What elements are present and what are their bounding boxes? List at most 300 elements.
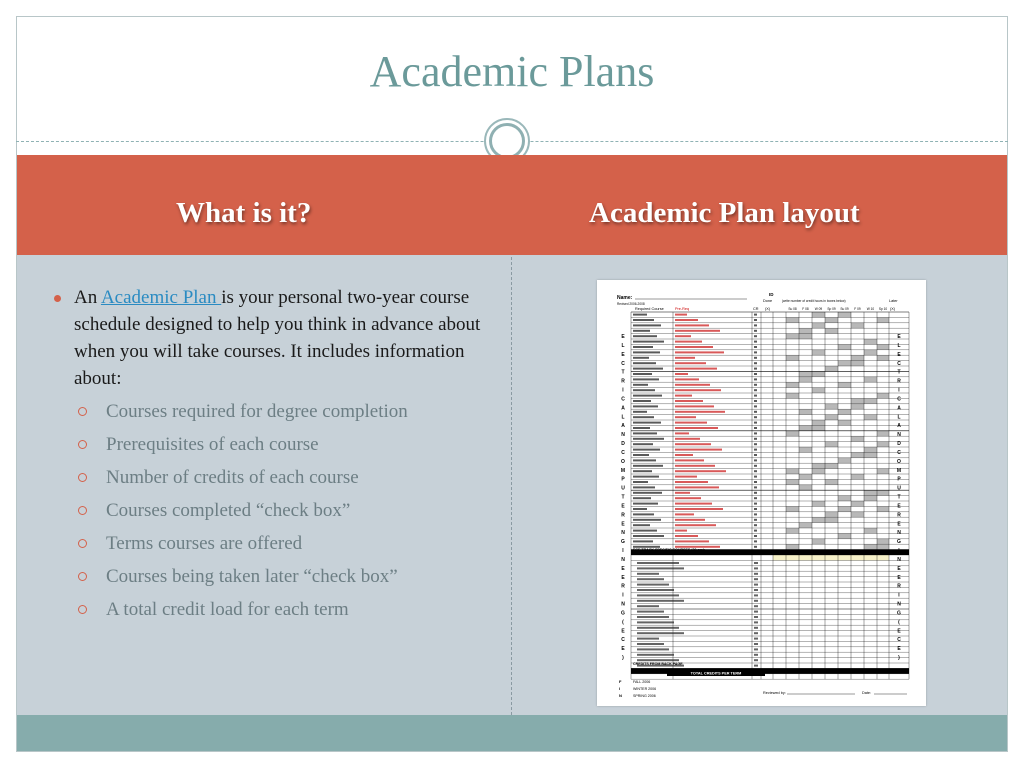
course-text — [633, 416, 654, 418]
fin-row: SPRING 2006 — [633, 694, 656, 698]
sub-bullet-text: Number of credits of each course — [106, 467, 359, 488]
credit-text — [754, 654, 758, 656]
track-course-text — [637, 584, 669, 586]
course-text — [633, 373, 652, 375]
required-course-header: Required Course — [635, 307, 664, 311]
shaded-cell — [786, 469, 799, 474]
course-text — [633, 454, 649, 456]
prereq-text — [675, 422, 707, 424]
side-letter: N — [897, 432, 901, 439]
prereq-text — [675, 530, 687, 532]
shaded-cell — [825, 442, 838, 447]
sub-bullet-text: Courses required for degree completion — [106, 401, 408, 422]
credit-text — [754, 432, 757, 434]
shaded-cell — [799, 328, 812, 333]
shaded-cell — [877, 344, 889, 349]
side-letter: N — [621, 601, 625, 608]
side-letter: E — [897, 574, 901, 581]
side-letter: T — [621, 494, 625, 501]
track-course-text — [637, 611, 664, 613]
shaded-cell — [838, 344, 851, 349]
course-text — [633, 368, 663, 370]
track-course-text — [637, 654, 674, 656]
prereq-text — [675, 449, 722, 451]
sub-bullet — [74, 464, 486, 491]
side-letter: P — [897, 476, 901, 483]
shaded-cell — [799, 377, 812, 382]
credit-text — [754, 632, 758, 634]
course-text — [633, 422, 661, 424]
course-text — [633, 389, 655, 391]
shaded-cell — [851, 501, 864, 506]
side-letter: ) — [898, 655, 900, 662]
shaded-cell — [812, 463, 825, 468]
shaded-cell — [825, 517, 838, 522]
course-text — [633, 449, 660, 451]
shaded-cell — [786, 528, 799, 533]
course-text — [633, 384, 648, 386]
course-text — [633, 405, 658, 407]
shaded-cell — [825, 317, 838, 322]
later-x-header: (X) — [890, 307, 896, 311]
shaded-cell — [825, 479, 838, 484]
shaded-cell — [877, 355, 889, 360]
name-label: Name: — [617, 295, 633, 301]
shaded-cell — [864, 544, 877, 549]
sub-bullet-text: Terms courses are offered — [106, 533, 303, 554]
course-text — [633, 319, 654, 321]
side-letter: G — [621, 610, 625, 617]
side-letter: E — [621, 334, 625, 340]
credit-text — [754, 562, 758, 564]
column-divider — [511, 257, 512, 715]
slide-title: Academic Plans — [369, 47, 655, 96]
credit-text — [754, 643, 758, 645]
credit-text — [754, 346, 757, 348]
shaded-cell — [786, 544, 799, 549]
credit-text — [754, 524, 757, 526]
shaded-cell — [812, 371, 825, 376]
shaded-cell — [877, 431, 889, 436]
side-letter: L — [621, 342, 625, 349]
shaded-cell — [851, 355, 864, 360]
date-label: Date: — [862, 691, 872, 695]
credit-text — [754, 422, 757, 424]
term-headers — [788, 307, 887, 311]
id-label: ID — [769, 292, 774, 297]
side-letter: E — [897, 334, 901, 340]
side-letter: E — [621, 574, 625, 581]
course-text — [633, 443, 653, 445]
track-course-text — [637, 589, 674, 591]
shaded-cell — [851, 452, 864, 457]
side-letter: I — [622, 592, 624, 599]
fin-row: WINTER 2006 — [633, 687, 657, 691]
shaded-cell — [786, 506, 799, 511]
cr-header: CR — [753, 307, 759, 311]
credit-text — [754, 470, 757, 472]
prereq-text — [675, 368, 717, 370]
side-letter: C — [897, 449, 901, 456]
later-header: Later — [889, 299, 898, 303]
prereq-text — [675, 351, 724, 353]
side-letter: I — [898, 548, 900, 555]
track-course-text — [637, 643, 664, 645]
shaded-cell — [786, 334, 799, 339]
credit-text — [754, 616, 758, 618]
shaded-cell — [877, 317, 889, 322]
course-text — [633, 427, 650, 429]
side-letter: A — [897, 423, 901, 430]
credit-text — [754, 530, 757, 532]
credit-text — [754, 319, 757, 321]
prereq-text — [675, 362, 706, 364]
credit-text — [754, 535, 757, 537]
side-letter: U — [897, 485, 901, 492]
prereq-text — [675, 513, 694, 515]
side-letter: U — [621, 485, 625, 492]
prereq-text — [675, 411, 725, 413]
shaded-cell — [786, 382, 799, 387]
track-course-text — [637, 573, 659, 575]
prereq-text — [675, 330, 720, 332]
shaded-cell — [864, 377, 877, 382]
prereq-text — [675, 341, 702, 343]
shaded-cell — [812, 501, 825, 506]
shaded-cell — [812, 469, 825, 474]
shaded-cell — [851, 512, 864, 517]
ring-bullet-icon — [78, 473, 87, 482]
prereq-text — [675, 519, 705, 521]
ornament-ring-inner — [489, 123, 525, 159]
shaded-cell — [838, 420, 851, 425]
shaded-cell — [786, 393, 799, 398]
prereq-text — [675, 454, 693, 456]
credit-text — [754, 314, 757, 316]
credit-text — [754, 492, 757, 494]
prereq-text — [675, 357, 695, 359]
ring-bullet-icon — [78, 506, 87, 515]
credit-text — [754, 600, 758, 602]
ring-bullet-icon — [78, 572, 87, 581]
prereq-header: Pre-Req — [675, 307, 690, 311]
total-credits-label: TOTAL CREDITS PER TERM — [690, 671, 742, 676]
bullet-list — [46, 284, 486, 629]
shaded-cell — [877, 442, 889, 447]
course-text — [633, 330, 650, 332]
side-letter: T — [897, 369, 901, 376]
course-text — [633, 530, 657, 532]
side-letter: E — [897, 351, 901, 358]
course-text — [633, 513, 654, 515]
credit-text — [754, 665, 758, 667]
credit-text — [754, 513, 757, 515]
track-course-text — [637, 648, 669, 650]
shaded-cell — [864, 350, 877, 355]
prereq-text — [675, 373, 688, 375]
side-letter: C — [621, 360, 625, 367]
sub-bullet — [74, 596, 486, 623]
shaded-cell — [877, 544, 889, 549]
shaded-cell — [799, 334, 812, 339]
academic-plan-form — [597, 280, 926, 706]
course-text — [633, 346, 653, 348]
credit-text — [754, 454, 757, 456]
course-text — [633, 314, 647, 316]
term-header: Sp 09 — [827, 307, 836, 311]
footer-band — [17, 715, 1007, 751]
sub-bullet — [74, 431, 486, 458]
prereq-text — [675, 395, 692, 397]
side-letter: E — [897, 646, 901, 653]
shaded-cell — [838, 382, 851, 387]
side-letter: C — [621, 396, 625, 403]
prereq-text — [675, 389, 721, 391]
sub-bullet-text: Prerequisites of each course — [106, 434, 319, 455]
course-text — [633, 335, 657, 337]
credit-text — [754, 540, 757, 542]
sub-bullet — [74, 497, 486, 524]
side-letter: N — [897, 601, 901, 608]
side-letter: G — [897, 539, 901, 546]
shaded-cell — [825, 415, 838, 420]
side-letter: T — [897, 494, 901, 501]
prereq-text — [675, 443, 711, 445]
shaded-cell — [812, 388, 825, 393]
side-letter: N — [897, 530, 901, 537]
prereq-text — [675, 346, 713, 348]
credit-text — [754, 508, 757, 510]
sub-bullet — [74, 398, 486, 425]
credit-text — [754, 605, 758, 607]
prereq-text — [675, 416, 696, 418]
prereq-text — [675, 405, 714, 407]
credit-text — [754, 659, 758, 661]
credit-text — [754, 427, 757, 429]
credit-text — [754, 368, 757, 370]
prereq-text — [675, 384, 710, 386]
credit-text — [754, 384, 757, 386]
shaded-cell — [864, 447, 877, 452]
credit-text — [754, 443, 757, 445]
fin-letter: I — [619, 686, 621, 691]
track-header: ECE TRACK SPECIFIC COURSES (30 crs): — [633, 548, 706, 552]
track-course-text — [637, 600, 684, 602]
prereq-text — [675, 470, 726, 472]
side-letter: R — [897, 583, 901, 590]
side-letter: I — [898, 387, 900, 394]
side-letter: ) — [622, 655, 624, 662]
shaded-cell — [799, 485, 812, 490]
term-header: W 10 — [866, 307, 875, 311]
prereq-text — [675, 524, 716, 526]
course-text — [633, 324, 661, 326]
shaded-cell — [812, 323, 825, 328]
side-letter: C — [897, 396, 901, 403]
fin-letter: F — [619, 679, 622, 684]
side-letter: L — [621, 414, 625, 421]
side-letter: C — [897, 360, 901, 367]
term-header: Su 09 — [840, 307, 849, 311]
side-letter: A — [897, 405, 901, 412]
side-letter: E — [621, 503, 625, 510]
side-letter: L — [897, 414, 901, 421]
credit-text — [754, 400, 757, 402]
credit-text — [754, 416, 757, 418]
side-letter: D — [621, 441, 625, 448]
ring-bullet-icon — [78, 605, 87, 614]
shaded-cell — [825, 463, 838, 468]
side-letter: E — [621, 628, 625, 635]
credit-text — [754, 503, 757, 505]
term-header: Su 08 — [788, 307, 797, 311]
track-course-text — [637, 578, 664, 580]
track-course-text — [637, 621, 674, 623]
main-bullet — [46, 284, 486, 392]
course-text — [633, 519, 661, 521]
shaded-cell — [786, 317, 799, 322]
track-course-text — [637, 627, 679, 629]
prereq-text — [675, 324, 709, 326]
sub-bullet — [74, 530, 486, 557]
credit-text — [754, 578, 758, 580]
academic-plan-link[interactable]: Academic Plan — [100, 287, 222, 308]
sub-bullet-text: Courses being taken later “check box” — [106, 566, 398, 587]
credit-text — [754, 330, 757, 332]
ring-bullet-icon — [78, 440, 87, 449]
prereq-text — [675, 486, 719, 488]
fin-letter: N — [619, 693, 622, 698]
side-letter: R — [897, 512, 901, 519]
prereq-text — [675, 432, 689, 434]
prereq-text — [675, 497, 701, 499]
credit-text — [754, 627, 758, 629]
shaded-cell — [838, 458, 851, 463]
shaded-cell — [864, 415, 877, 420]
side-letter: ( — [622, 619, 624, 626]
revised-label: Revised 2006-2008 — [617, 302, 645, 306]
shaded-cell — [851, 361, 864, 366]
right-heading: Academic Plan layout — [589, 197, 860, 229]
course-text — [633, 503, 658, 505]
credit-text — [754, 449, 757, 451]
credit-text — [754, 621, 758, 623]
prereq-text — [675, 335, 691, 337]
prereq-text — [675, 540, 709, 542]
sub-bullet — [74, 563, 486, 590]
course-text — [633, 486, 655, 488]
course-text — [633, 508, 647, 510]
credit-text — [754, 497, 757, 499]
shaded-cell — [799, 409, 812, 414]
side-letter: ( — [898, 619, 900, 626]
prereq-text — [675, 319, 698, 321]
shaded-cell — [825, 366, 838, 371]
side-letter: A — [621, 405, 625, 412]
sub-bullet-list — [74, 398, 486, 623]
credit-text — [754, 362, 757, 364]
credit-text — [754, 395, 757, 397]
credit-text — [754, 573, 758, 575]
term-header: W 09 — [814, 307, 823, 311]
shaded-cell — [851, 398, 864, 403]
term-header: F 09 — [854, 307, 861, 311]
course-text — [633, 351, 660, 353]
shaded-cell — [877, 539, 889, 544]
shaded-cell — [786, 355, 799, 360]
side-letter: A — [621, 423, 625, 430]
side-letter: D — [897, 441, 901, 448]
course-text — [633, 535, 664, 537]
credit-text — [754, 476, 757, 478]
course-text — [633, 357, 649, 359]
course-text — [633, 395, 662, 397]
shaded-cell — [864, 490, 877, 495]
bullet-prefix: An — [74, 287, 101, 308]
credit-text — [754, 378, 757, 380]
prereq-text — [675, 535, 698, 537]
course-text — [633, 470, 652, 472]
credit-text — [754, 611, 758, 613]
shaded-cell — [812, 539, 825, 544]
course-text — [633, 476, 659, 478]
side-letter: E — [621, 351, 625, 358]
shaded-cell — [864, 339, 877, 344]
side-letter: M — [896, 467, 902, 474]
credit-text — [754, 438, 757, 440]
shaded-cell — [864, 452, 877, 457]
prereq-text — [675, 465, 715, 467]
shaded-cell — [838, 409, 851, 414]
course-text — [633, 459, 656, 461]
track-course-text — [637, 638, 659, 640]
done-header: Done — [763, 299, 773, 303]
side-letter: E — [897, 628, 901, 635]
shaded-cell — [799, 447, 812, 452]
shaded-cell — [838, 496, 851, 501]
credit-text — [754, 373, 757, 375]
shaded-cell — [799, 523, 812, 528]
shaded-cell — [825, 328, 838, 333]
side-letter: N — [897, 556, 901, 563]
course-text — [633, 411, 647, 413]
credits-header: (write number of credit hours in boxes below) — [782, 299, 846, 303]
course-text — [633, 400, 651, 402]
side-letter: O — [897, 458, 901, 465]
sub-bullet-text: Courses completed “check box” — [106, 500, 351, 521]
credit-text — [754, 335, 757, 337]
shaded-cell — [825, 512, 838, 517]
shaded-cell — [838, 361, 851, 366]
shaded-cell — [838, 312, 851, 317]
term-header: F 08 — [802, 307, 809, 311]
shaded-cell — [799, 474, 812, 479]
side-letter: E — [897, 521, 901, 528]
side-letter: M — [620, 467, 626, 474]
side-letter: P — [621, 476, 625, 483]
credit-text — [754, 351, 757, 353]
shaded-cell — [877, 469, 889, 474]
prereq-text — [675, 314, 687, 316]
bullet-text: is your personal two-year course schedule designed to help you think in advance about when you will take courses. It includes information about: — [74, 287, 481, 389]
side-letter: R — [621, 378, 625, 385]
left-heading: What is it? — [176, 197, 312, 229]
credits-back-label: CREDITS FROM BACK PAGE — [633, 662, 683, 666]
plan-grid — [631, 312, 909, 679]
side-letter: C — [621, 637, 625, 644]
done-x-header: (X) — [765, 307, 771, 311]
course-text — [633, 492, 662, 494]
